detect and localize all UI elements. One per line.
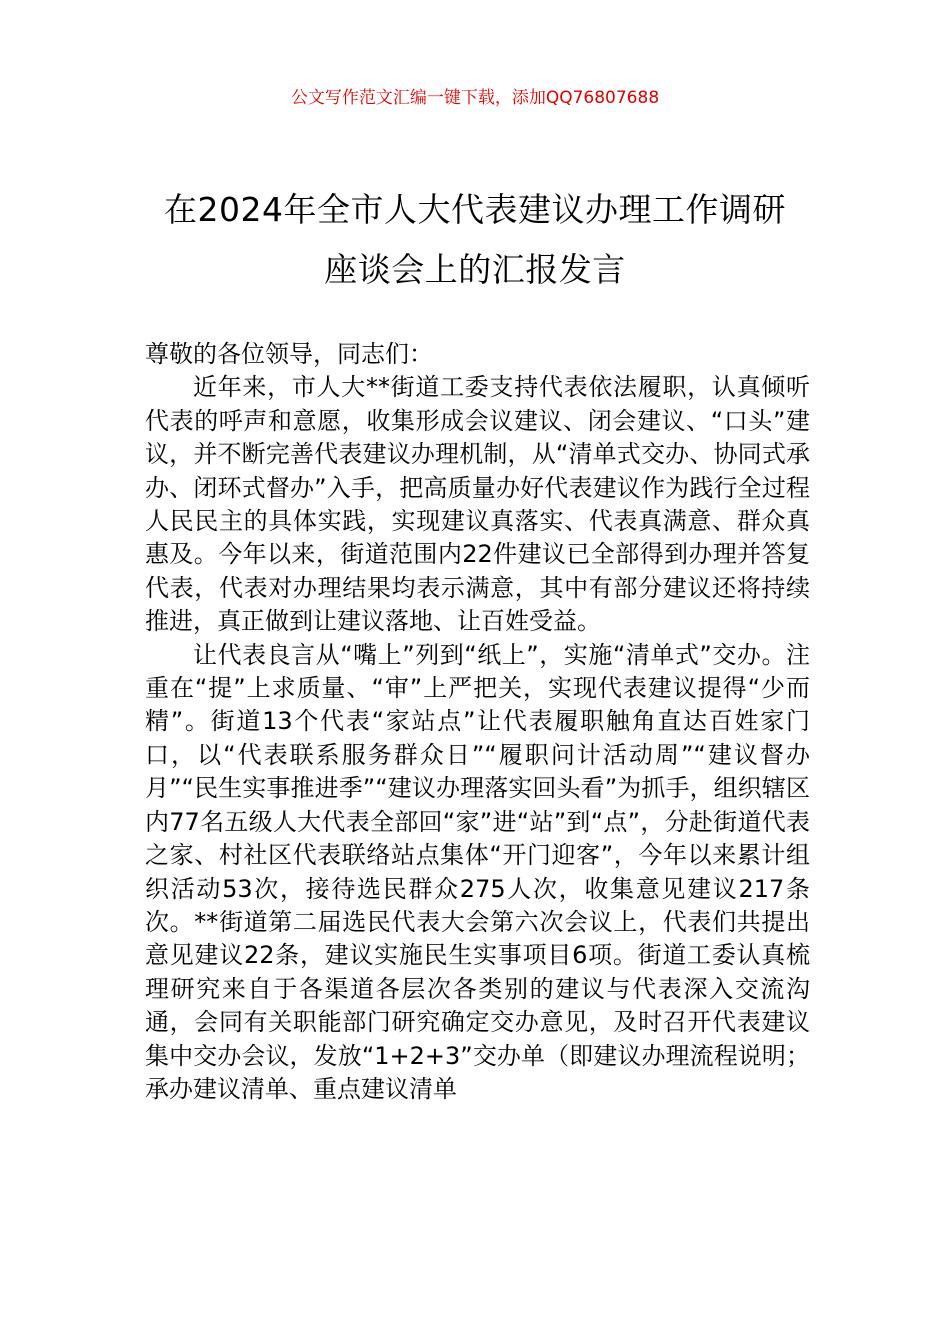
salutation: 尊敬的各位领导，同志们： [145, 340, 433, 368]
header-note: 公文写作范文汇编一键下载，添加QQ76807688 [290, 88, 660, 108]
page-title [100, 180, 850, 300]
title-line-2: 座谈会上的汇报发言 [324, 250, 626, 289]
title-line-1: 在2024年全市人大代表建议办理工作调研 [164, 190, 786, 229]
body-text [145, 338, 810, 1106]
paragraph-1: 近年来，市人大**街道工委支持代表依法履职，认真倾听代表的呼声和意愿，收集形成会议建议、闭会建议、“口头”建议，并不断完善代表建议办理机制，从“清单式交办、协同式承办、闭环式督办”入手，把高质量办好代表建议作为践行全过程人民民主的具体实践，实现建议真落实、代表真满意、群众真惠及。今年以来，街道范围内22件建议已全部得到办理并答复代表，代表对办理结果均表示满意，其中有部分建议还将持续推进，真正做到让建议落地、让百姓受益。 [145, 373, 810, 636]
paragraph-2: 让代表良言从“嘴上”列到“纸上”，实施“清单式”交办。注重在“提”上求质量、“审”上严把关，实现代表建议提得“少而精”。街道13个代表“家站点”让代表履职触角直达百姓家门口，以“代表联系服务群众日”“履职问计活动周”“建议督办月”“民生实事推进季”“建议办理落实回头看”为抓手，组织辖区内77名五级人大代表全部回“家”进“站”到“点”，分赴街道代表之家、村社区代表联络站点集体“开门迎客”，今年以来累计组织活动53次，接待选民群众275人次，收集意见建议217条次。**街道第二届选民代表大会第六次会议上，代表们共提出意见建议22条，建议实施民生实事项目6项。街道工委认真梳理研究来自于各渠道各层次各类别的建议与代表深入交流沟通，会同有关职能部门研究确定交办意见，及时召开代表建议集中交办会议，发放“1+2+3”交办单（即建议办理流程说明；承办建议清单、重点建议清单 [145, 640, 810, 1103]
